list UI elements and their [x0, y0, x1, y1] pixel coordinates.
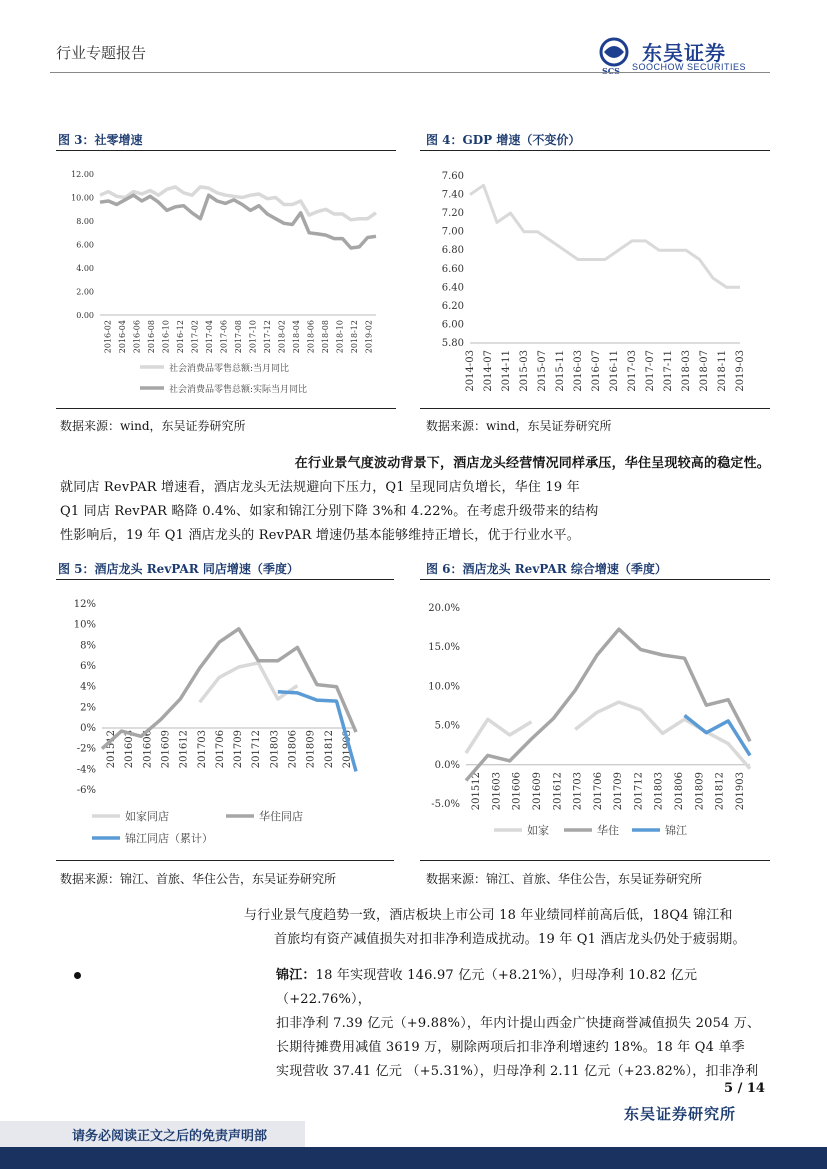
paragraph-2-line-2: 首旅均有资产减值损失对扣非净利造成扰动。19 年 Q1 酒店龙头仍处于疲弱期。: [274, 932, 746, 947]
x-tick-label: 2017-04: [204, 320, 214, 354]
y-tick-label: 6.00: [76, 240, 94, 250]
x-tick-label: 201612: [552, 772, 564, 811]
x-tick-label: 201712: [251, 730, 263, 769]
y-tick-label: 6.00: [441, 319, 464, 331]
x-tick-label: 2017-06: [219, 320, 229, 354]
y-tick-label: 6%: [80, 661, 96, 672]
x-tick-label: 201809: [694, 772, 706, 811]
y-tick-label: 6.40: [441, 282, 464, 294]
y-tick-label: -6%: [76, 785, 96, 796]
fig5-title: 图 5：酒店龙头 RevPAR 同店增速（季度）: [58, 562, 299, 576]
fig3-source-rule: [56, 408, 396, 409]
y-tick-label: 4%: [80, 681, 96, 693]
y-tick-label: 10%: [73, 619, 96, 631]
x-tick-label: 201512: [471, 772, 483, 811]
bullet-line-2: 扣非净利 7.39 亿元（+9.88%），年内计提山西金广快捷商誉减值损失 2054 万、: [276, 1016, 761, 1031]
x-tick-label: 2019-02: [364, 320, 374, 354]
x-tick-label: 201712: [633, 772, 645, 811]
bullet-text: [276, 964, 776, 1084]
y-tick-label: -4%: [76, 764, 96, 776]
x-tick-label: 2016-04: [117, 320, 127, 354]
x-tick-label: 201603: [491, 772, 503, 811]
y-tick-label: 6.60: [441, 263, 464, 275]
y-tick-label: 7.20: [441, 208, 464, 220]
legend-label-2: 社会消费品零售总额:实际当月同比: [169, 385, 308, 395]
x-tick-label: 2018-03: [681, 350, 692, 392]
paragraph-2: [60, 904, 770, 952]
fig4-chart: [420, 155, 770, 405]
bullet-marker: [74, 972, 81, 979]
legend-label-1: 如家同店: [125, 810, 169, 823]
y-tick-label: 0%: [80, 723, 96, 734]
x-tick-label: 2016-11: [609, 350, 620, 392]
x-tick-label: 201609: [532, 772, 543, 811]
fig6-chart: [410, 584, 770, 856]
x-tick-label: 2016-07: [591, 350, 602, 392]
fig6-source: 数据来源：锦江、首旅、华住公告，东吴证券研究所: [426, 872, 703, 886]
legend-label-3: 锦江同店（累计）: [125, 832, 213, 845]
fig5-rule: [56, 579, 394, 580]
fig6-title: 图 6：酒店龙头 RevPAR 综合增速（季度）: [426, 562, 667, 576]
paragraph-1: [60, 452, 770, 548]
y-tick-label: 8.00: [76, 217, 94, 226]
x-tick-label: 2017-10: [248, 320, 258, 354]
x-tick-label: 2015-03: [519, 350, 530, 392]
y-tick-label: -2%: [76, 743, 96, 755]
footer-bar: [0, 1147, 827, 1169]
legend-label-1: 社会消费品零售总额:当月同比: [169, 364, 290, 374]
x-tick-label: 2018-04: [292, 320, 302, 354]
x-tick-label: 201609: [160, 730, 172, 769]
paragraph-2-line-1: 与行业景气度趋势一致，酒店板块上市公司 18 年业绩同样前高后低，18Q4 锦江和: [244, 908, 733, 923]
x-tick-label: 2017-07: [645, 350, 656, 392]
y-tick-label: -5.0%: [431, 799, 460, 810]
paragraph-1-bold: 在行业景气度波动背景下，酒店龙头经营情况同样承压，华住呈现较高的稳定性。: [294, 456, 770, 471]
y-tick-label: 20.0%: [428, 603, 460, 614]
x-tick-label: 201809: [305, 730, 317, 769]
x-tick-label: 2015-11: [555, 350, 566, 392]
bullet-line-4: 实现营收 37.41 亿元 （+5.31%），归母净利 2.11 亿元（+23.82%），扣非净利: [276, 1064, 759, 1079]
x-tick-label: 201703: [572, 772, 584, 811]
x-tick-label: 201706: [214, 730, 226, 769]
fig4-source-rule: [420, 408, 770, 409]
x-tick-label: 2016-12: [175, 320, 185, 354]
paragraph-1-line-3: 性影响后，19 年 Q1 酒店龙头的 RevPAR 增速仍基本能够维持正增长，优于行业水平。: [60, 528, 580, 543]
fig4-title: 图 4：GDP 增速（不变价）: [426, 133, 581, 147]
x-tick-label: 2016-06: [132, 320, 142, 354]
x-tick-label: 201806: [674, 772, 685, 811]
x-tick-label: 2016-10: [161, 320, 171, 354]
y-tick-label: 7.00: [441, 226, 464, 238]
y-tick-label: 15.0%: [428, 642, 460, 654]
fig3-rule: [56, 150, 396, 151]
x-tick-label: 2017-11: [663, 350, 674, 392]
y-tick-label: 12.00: [71, 170, 94, 179]
report-type: 行业专题报告: [56, 44, 147, 62]
series-line-2: [100, 195, 376, 248]
series-line-2: [102, 629, 356, 749]
legend-label-2: 华住: [597, 824, 619, 837]
x-tick-label: 2014-11: [501, 350, 512, 392]
x-tick-label: 201806: [287, 730, 299, 769]
x-tick-label: 2019-03: [735, 350, 746, 392]
fig4-rule: [420, 150, 770, 151]
x-tick-label: 201709: [613, 772, 625, 811]
bullet-label: 锦江：: [276, 968, 316, 983]
y-tick-label: 0.0%: [434, 759, 460, 771]
x-tick-label: 2017-02: [190, 320, 200, 354]
x-tick-label: 201903: [734, 772, 746, 811]
fig3-chart: [56, 155, 396, 405]
x-tick-label: 201812: [714, 772, 726, 811]
fig5-source-rule: [56, 860, 394, 861]
x-tick-label: 201606: [511, 772, 523, 811]
y-tick-label: 0.00: [76, 311, 94, 320]
header-rule: [50, 72, 770, 73]
x-tick-label: 2017-08: [234, 320, 243, 354]
x-tick-label: 201903: [341, 730, 353, 769]
logo-text-en: SOOCHOW SECURITIES: [632, 62, 747, 72]
fig5-source: 数据来源：锦江、首旅、华住公告，东吴证券研究所: [60, 872, 337, 886]
x-tick-label: 2017-12: [263, 320, 273, 354]
y-tick-label: 6.80: [441, 245, 464, 257]
bullet-line-3: 长期待摊费用减值 3619 万，剔除两项后扣非净利增速约 18%。18 年 Q4 单季: [276, 1040, 745, 1055]
x-tick-label: 2016-08: [146, 320, 156, 354]
x-tick-label: 2016-03: [573, 350, 584, 392]
x-tick-label: 2016-02: [103, 320, 113, 354]
x-tick-label: 2017-03: [627, 350, 638, 392]
x-tick-label: 2014-03: [465, 350, 476, 392]
legend-label-2: 华住同店: [259, 810, 303, 823]
y-tick-label: 2.00: [76, 287, 94, 297]
page-number: 5 / 14: [724, 1081, 765, 1096]
x-tick-label: 201706: [592, 772, 604, 811]
fig5-chart: [56, 584, 394, 856]
x-tick-label: 2014-07: [483, 350, 494, 392]
x-tick-label: 2018-02: [277, 320, 287, 354]
legend-label-3: 锦江: [665, 824, 687, 837]
x-tick-label: 201709: [233, 730, 245, 769]
y-tick-label: 6.20: [441, 300, 464, 312]
fig6-rule: [420, 579, 770, 580]
y-tick-label: 7.40: [441, 189, 464, 201]
logo-text-cn: 东吴证券: [642, 41, 726, 65]
y-tick-label: 5.80: [441, 338, 464, 349]
x-tick-label: 201803: [269, 730, 281, 769]
series-line-1: [200, 663, 298, 702]
x-tick-label: 201512: [106, 730, 118, 769]
y-tick-label: 2%: [80, 702, 96, 714]
series-line-1: [470, 185, 740, 287]
y-tick-label: 7.60: [441, 171, 464, 182]
x-tick-label: 2018-11: [717, 350, 728, 392]
footer-disclaimer: 请务必阅读正文之后的免责声明部: [72, 1129, 268, 1144]
x-tick-label: 2018-08: [321, 320, 331, 354]
x-tick-label: 201812: [323, 730, 335, 769]
x-tick-label: 201803: [653, 772, 665, 811]
bullet-line-1: 18 年实现营收 146.97 亿元（+8.21%），归母净利 10.82 亿元（+22.76%），: [276, 968, 698, 1007]
x-tick-label: 201703: [196, 730, 208, 769]
paragraph-1-line-2: Q1 同店 RevPAR 略降 0.4%、如家和锦江分别下降 3%和 4.22%。在考虑升级带来的结构: [60, 504, 599, 519]
legend-label-1: 如家: [527, 824, 549, 837]
y-tick-label: 8%: [80, 640, 96, 652]
x-tick-label: 2018-07: [699, 350, 710, 392]
x-tick-label: 201603: [124, 730, 136, 769]
y-tick-label: 4.00: [76, 264, 94, 273]
y-tick-label: 5.0%: [434, 720, 460, 732]
fig6-source-rule: [420, 860, 770, 861]
x-tick-label: 2015-07: [537, 350, 548, 392]
y-tick-label: 10.00: [71, 193, 94, 203]
series-line-2: [466, 629, 750, 780]
paragraph-1-line-1: 就同店 RevPAR 增速看，酒店龙头无法规避向下压力，Q1 呈现同店负增长，华住 19 年: [60, 480, 580, 495]
fig4-source: 数据来源：wind，东吴证券研究所: [426, 419, 612, 433]
x-tick-label: 2018-10: [335, 320, 345, 354]
footer-firm: 东吴证券研究所: [624, 1105, 737, 1123]
y-tick-label: 12%: [73, 599, 96, 610]
logo-mark: SCS: [602, 66, 620, 76]
series-line-1: [466, 702, 750, 769]
fig3-source: 数据来源：wind，东吴证券研究所: [60, 419, 246, 433]
x-tick-label: 201612: [178, 730, 190, 769]
x-tick-label: 2018-12: [350, 320, 360, 354]
x-tick-label: 201606: [142, 730, 154, 769]
y-tick-label: 10.0%: [428, 681, 460, 693]
fig3-title: 图 3：社零增速: [58, 133, 143, 147]
x-tick-label: 2018-06: [306, 320, 316, 354]
